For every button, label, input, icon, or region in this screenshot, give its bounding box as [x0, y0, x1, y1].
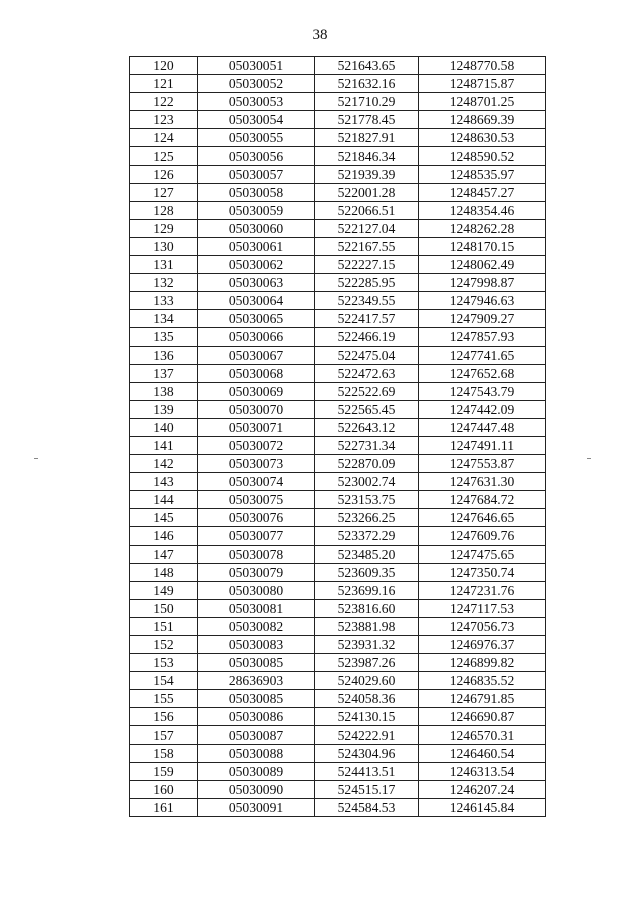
point-number-cell: 148: [130, 563, 198, 581]
code-cell: 05030077: [198, 527, 315, 545]
point-number-cell: 147: [130, 545, 198, 563]
table-row: [130, 183, 546, 201]
y-coordinate-cell: 1247350.74: [419, 563, 546, 581]
x-coordinate-cell: 523931.32: [315, 636, 419, 654]
y-coordinate-cell: 1248170.15: [419, 237, 546, 255]
scan-artifact-mark: [34, 458, 38, 459]
y-coordinate-cell: 1247946.63: [419, 292, 546, 310]
y-coordinate-cell: 1247447.48: [419, 418, 546, 436]
scan-artifact-mark: [587, 458, 591, 459]
y-coordinate-cell: 1248630.53: [419, 129, 546, 147]
table-row: [130, 237, 546, 255]
x-coordinate-cell: 522167.55: [315, 237, 419, 255]
y-coordinate-cell: 1247609.76: [419, 527, 546, 545]
x-coordinate-cell: 522417.57: [315, 310, 419, 328]
table-row: [130, 219, 546, 237]
code-cell: 05030087: [198, 726, 315, 744]
x-coordinate-cell: 524130.15: [315, 708, 419, 726]
x-coordinate-cell: 522522.69: [315, 382, 419, 400]
point-number-cell: 138: [130, 382, 198, 400]
x-coordinate-cell: 521827.91: [315, 129, 419, 147]
point-number-cell: 129: [130, 219, 198, 237]
code-cell: 05030065: [198, 310, 315, 328]
y-coordinate-cell: 1248715.87: [419, 75, 546, 93]
point-number-cell: 127: [130, 183, 198, 201]
table-row: [130, 545, 546, 563]
table-row: [130, 726, 546, 744]
y-coordinate-cell: 1246313.54: [419, 762, 546, 780]
table-row: [130, 599, 546, 617]
y-coordinate-cell: 1247998.87: [419, 274, 546, 292]
x-coordinate-cell: 523609.35: [315, 563, 419, 581]
table-row: [130, 328, 546, 346]
code-cell: 05030081: [198, 599, 315, 617]
code-cell: 05030090: [198, 780, 315, 798]
code-cell: 05030080: [198, 581, 315, 599]
code-cell: 05030060: [198, 219, 315, 237]
table-row: [130, 165, 546, 183]
table-row: [130, 364, 546, 382]
code-cell: 05030079: [198, 563, 315, 581]
point-number-cell: 124: [130, 129, 198, 147]
x-coordinate-cell: 522870.09: [315, 455, 419, 473]
point-number-cell: 135: [130, 328, 198, 346]
x-coordinate-cell: 524515.17: [315, 780, 419, 798]
y-coordinate-cell: 1247475.65: [419, 545, 546, 563]
code-cell: 05030055: [198, 129, 315, 147]
x-coordinate-cell: 523485.20: [315, 545, 419, 563]
table-row: [130, 780, 546, 798]
table-row: [130, 310, 546, 328]
x-coordinate-cell: 522285.95: [315, 274, 419, 292]
point-number-cell: 128: [130, 201, 198, 219]
table-row: [130, 744, 546, 762]
x-coordinate-cell: 523153.75: [315, 491, 419, 509]
x-coordinate-cell: 522001.28: [315, 183, 419, 201]
y-coordinate-cell: 1247442.09: [419, 400, 546, 418]
y-coordinate-cell: 1248457.27: [419, 183, 546, 201]
x-coordinate-cell: 521939.39: [315, 165, 419, 183]
x-coordinate-cell: 524222.91: [315, 726, 419, 744]
table-row: [130, 491, 546, 509]
y-coordinate-cell: 1246207.24: [419, 780, 546, 798]
table-row: [130, 274, 546, 292]
y-coordinate-cell: 1246791.85: [419, 690, 546, 708]
code-cell: 05030085: [198, 690, 315, 708]
table-row: [130, 654, 546, 672]
point-number-cell: 152: [130, 636, 198, 654]
code-cell: 05030083: [198, 636, 315, 654]
x-coordinate-cell: 523816.60: [315, 599, 419, 617]
table-row: [130, 292, 546, 310]
x-coordinate-cell: 524304.96: [315, 744, 419, 762]
x-coordinate-cell: 524029.60: [315, 672, 419, 690]
y-coordinate-cell: 1247909.27: [419, 310, 546, 328]
point-number-cell: 158: [130, 744, 198, 762]
y-coordinate-cell: 1247491.11: [419, 436, 546, 454]
x-coordinate-cell: 522066.51: [315, 201, 419, 219]
x-coordinate-cell: 521632.16: [315, 75, 419, 93]
table-row: [130, 111, 546, 129]
point-number-cell: 154: [130, 672, 198, 690]
point-number-cell: 141: [130, 436, 198, 454]
point-number-cell: 131: [130, 256, 198, 274]
point-number-cell: 122: [130, 93, 198, 111]
point-number-cell: 125: [130, 147, 198, 165]
code-cell: 05030070: [198, 400, 315, 418]
code-cell: 05030082: [198, 617, 315, 635]
x-coordinate-cell: 524413.51: [315, 762, 419, 780]
code-cell: 05030062: [198, 256, 315, 274]
point-number-cell: 137: [130, 364, 198, 382]
y-coordinate-cell: 1248262.28: [419, 219, 546, 237]
code-cell: 05030072: [198, 436, 315, 454]
point-number-cell: 151: [130, 617, 198, 635]
table-row: [130, 672, 546, 690]
point-number-cell: 142: [130, 455, 198, 473]
code-cell: 28636903: [198, 672, 315, 690]
coordinate-table: [129, 56, 546, 817]
y-coordinate-cell: 1247056.73: [419, 617, 546, 635]
y-coordinate-cell: 1248590.52: [419, 147, 546, 165]
point-number-cell: 140: [130, 418, 198, 436]
x-coordinate-cell: 523699.16: [315, 581, 419, 599]
page-number: 38: [312, 27, 328, 43]
y-coordinate-cell: 1248354.46: [419, 201, 546, 219]
code-cell: 05030085: [198, 654, 315, 672]
code-cell: 05030059: [198, 201, 315, 219]
y-coordinate-cell: 1246570.31: [419, 726, 546, 744]
table-row: [130, 581, 546, 599]
x-coordinate-cell: 522643.12: [315, 418, 419, 436]
code-cell: 05030054: [198, 111, 315, 129]
point-number-cell: 121: [130, 75, 198, 93]
point-number-cell: 133: [130, 292, 198, 310]
table-row: [130, 147, 546, 165]
y-coordinate-cell: 1248770.58: [419, 57, 546, 75]
point-number-cell: 150: [130, 599, 198, 617]
table-row: [130, 708, 546, 726]
x-coordinate-cell: 521846.34: [315, 147, 419, 165]
point-number-cell: 159: [130, 762, 198, 780]
y-coordinate-cell: 1246145.84: [419, 798, 546, 816]
point-number-cell: 123: [130, 111, 198, 129]
table-row: [130, 762, 546, 780]
point-number-cell: 130: [130, 237, 198, 255]
x-coordinate-cell: 523002.74: [315, 473, 419, 491]
x-coordinate-cell: 522475.04: [315, 346, 419, 364]
y-coordinate-cell: 1247631.30: [419, 473, 546, 491]
y-coordinate-cell: 1246899.82: [419, 654, 546, 672]
table-row: [130, 563, 546, 581]
point-number-cell: 136: [130, 346, 198, 364]
x-coordinate-cell: 521710.29: [315, 93, 419, 111]
x-coordinate-cell: 522731.34: [315, 436, 419, 454]
table-row: [130, 798, 546, 816]
table-row: [130, 617, 546, 635]
x-coordinate-cell: 522565.45: [315, 400, 419, 418]
code-cell: 05030078: [198, 545, 315, 563]
y-coordinate-cell: 1247117.53: [419, 599, 546, 617]
y-coordinate-cell: 1247646.65: [419, 509, 546, 527]
code-cell: 05030063: [198, 274, 315, 292]
point-number-cell: 157: [130, 726, 198, 744]
code-cell: 05030058: [198, 183, 315, 201]
x-coordinate-cell: 521643.65: [315, 57, 419, 75]
point-number-cell: 143: [130, 473, 198, 491]
y-coordinate-cell: 1247741.65: [419, 346, 546, 364]
point-number-cell: 155: [130, 690, 198, 708]
y-coordinate-cell: 1246976.37: [419, 636, 546, 654]
point-number-cell: 153: [130, 654, 198, 672]
x-coordinate-cell: 523987.26: [315, 654, 419, 672]
code-cell: 05030089: [198, 762, 315, 780]
x-coordinate-cell: 522127.04: [315, 219, 419, 237]
table-row: [130, 527, 546, 545]
table-row: [130, 256, 546, 274]
table-row: [130, 636, 546, 654]
x-coordinate-cell: 524584.53: [315, 798, 419, 816]
code-cell: 05030056: [198, 147, 315, 165]
point-number-cell: 134: [130, 310, 198, 328]
code-cell: 05030052: [198, 75, 315, 93]
point-number-cell: 146: [130, 527, 198, 545]
code-cell: 05030051: [198, 57, 315, 75]
y-coordinate-cell: 1247684.72: [419, 491, 546, 509]
x-coordinate-cell: 522472.63: [315, 364, 419, 382]
code-cell: 05030069: [198, 382, 315, 400]
x-coordinate-cell: 522466.19: [315, 328, 419, 346]
y-coordinate-cell: 1248669.39: [419, 111, 546, 129]
y-coordinate-cell: 1248535.97: [419, 165, 546, 183]
table-row: [130, 93, 546, 111]
table-body: [130, 57, 546, 817]
code-cell: 05030086: [198, 708, 315, 726]
code-cell: 05030075: [198, 491, 315, 509]
point-number-cell: 156: [130, 708, 198, 726]
code-cell: 05030066: [198, 328, 315, 346]
x-coordinate-cell: 523372.29: [315, 527, 419, 545]
table-row: [130, 75, 546, 93]
point-number-cell: 145: [130, 509, 198, 527]
table-row: [130, 382, 546, 400]
point-number-cell: 132: [130, 274, 198, 292]
point-number-cell: 139: [130, 400, 198, 418]
code-cell: 05030061: [198, 237, 315, 255]
x-coordinate-cell: 522349.55: [315, 292, 419, 310]
code-cell: 05030088: [198, 744, 315, 762]
table-row: [130, 129, 546, 147]
y-coordinate-cell: 1248062.49: [419, 256, 546, 274]
point-number-cell: 160: [130, 780, 198, 798]
code-cell: 05030057: [198, 165, 315, 183]
table-row: [130, 436, 546, 454]
code-cell: 05030067: [198, 346, 315, 364]
table-row: [130, 346, 546, 364]
point-number-cell: 126: [130, 165, 198, 183]
x-coordinate-cell: 522227.15: [315, 256, 419, 274]
code-cell: 05030053: [198, 93, 315, 111]
table-row: [130, 400, 546, 418]
x-coordinate-cell: 524058.36: [315, 690, 419, 708]
table-row: [130, 418, 546, 436]
code-cell: 05030091: [198, 798, 315, 816]
y-coordinate-cell: 1247553.87: [419, 455, 546, 473]
y-coordinate-cell: 1246690.87: [419, 708, 546, 726]
y-coordinate-cell: 1246835.52: [419, 672, 546, 690]
x-coordinate-cell: 521778.45: [315, 111, 419, 129]
point-number-cell: 149: [130, 581, 198, 599]
code-cell: 05030068: [198, 364, 315, 382]
table-row: [130, 509, 546, 527]
point-number-cell: 144: [130, 491, 198, 509]
table-row: [130, 690, 546, 708]
code-cell: 05030071: [198, 418, 315, 436]
y-coordinate-cell: 1247543.79: [419, 382, 546, 400]
code-cell: 05030073: [198, 455, 315, 473]
code-cell: 05030076: [198, 509, 315, 527]
y-coordinate-cell: 1247231.76: [419, 581, 546, 599]
code-cell: 05030074: [198, 473, 315, 491]
point-number-cell: 161: [130, 798, 198, 816]
code-cell: 05030064: [198, 292, 315, 310]
y-coordinate-cell: 1247652.68: [419, 364, 546, 382]
table-row: [130, 201, 546, 219]
y-coordinate-cell: 1246460.54: [419, 744, 546, 762]
table-row: [130, 473, 546, 491]
point-number-cell: 120: [130, 57, 198, 75]
x-coordinate-cell: 523881.98: [315, 617, 419, 635]
table-row: [130, 57, 546, 75]
y-coordinate-cell: 1247857.93: [419, 328, 546, 346]
y-coordinate-cell: 1248701.25: [419, 93, 546, 111]
table-row: [130, 455, 546, 473]
x-coordinate-cell: 523266.25: [315, 509, 419, 527]
